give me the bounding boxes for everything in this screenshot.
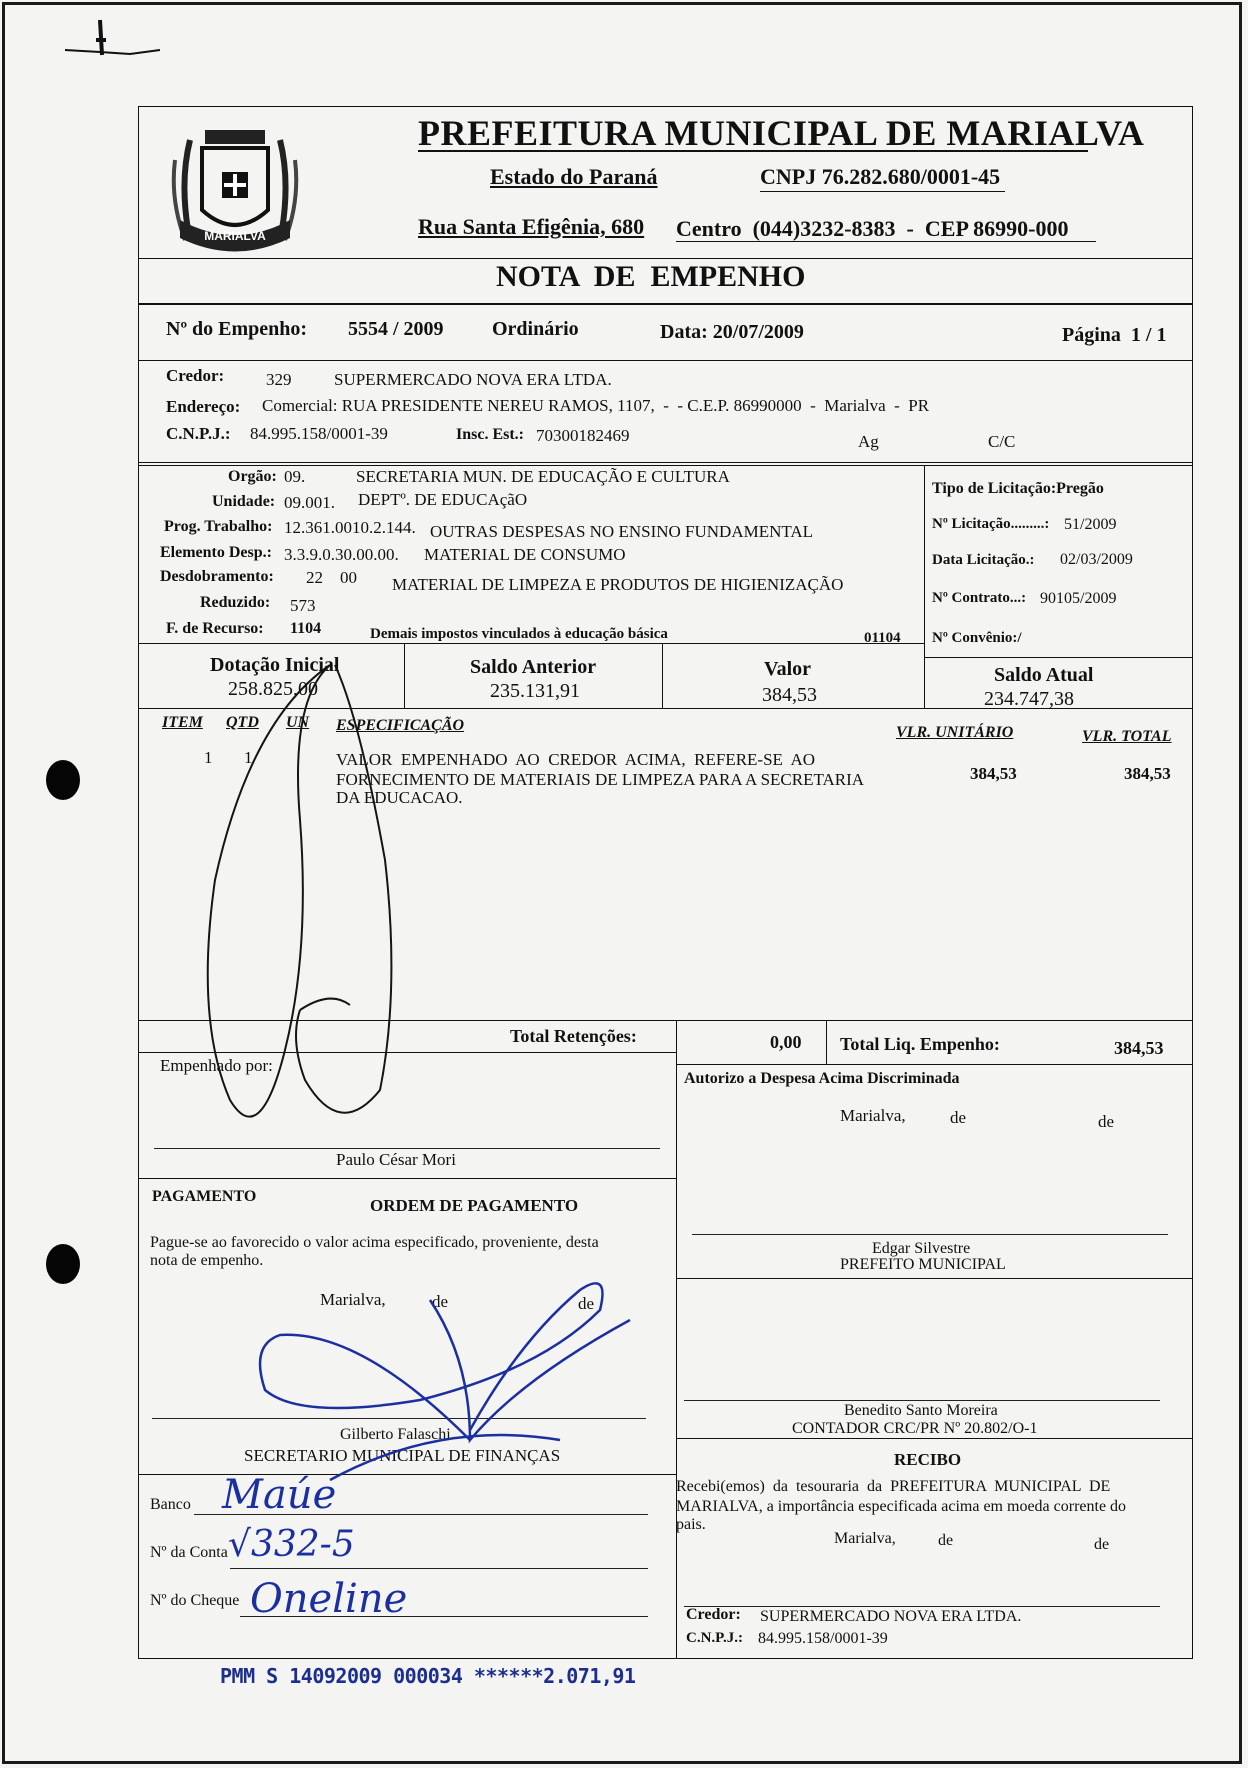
recibo-de-1: de xyxy=(938,1532,954,1549)
pagamento-city: Marialva, xyxy=(320,1290,386,1309)
contador-role: CONTADOR CRC/PR Nº 20.802/O-1 xyxy=(792,1420,1038,1437)
secretario-signature xyxy=(260,1283,630,1480)
prefeito-role: PREFEITO MUNICIPAL xyxy=(840,1256,1006,1273)
empenho-type: Ordinário xyxy=(492,318,579,340)
contador-name: Benedito Santo Moreira xyxy=(844,1402,998,1419)
credor-address: Comercial: RUA PRESIDENTE NEREU RAMOS, 1107, - - C.E.P. 86990000 - Marialva - PR xyxy=(262,396,930,415)
items-col-spec: ESPECIFICAÇÃO xyxy=(336,717,465,734)
empenhado-label: Empenhado por: xyxy=(160,1056,273,1075)
items-col-un: UN xyxy=(286,714,310,731)
header-street: Rua Santa Efigênia, 680 xyxy=(418,214,645,239)
cheque-label: Nº do Cheque xyxy=(150,1592,240,1609)
footer-print-stamp: PMM S 14092009 000034 ******2.071,91 xyxy=(220,1664,636,1688)
unidade-label: Unidade: xyxy=(212,493,276,510)
pagamento-label: PAGAMENTO xyxy=(152,1188,257,1205)
items-col-item: ITEM xyxy=(162,714,203,731)
autorizo-city: Marialva, xyxy=(840,1106,906,1125)
orgao-name: SECRETARIA MUN. DE EDUCAÇÃO E CULTURA xyxy=(356,467,730,486)
saldo-anterior-value: 235.131,91 xyxy=(490,680,580,702)
crest-banner-text: MARIALVA xyxy=(204,229,266,243)
item-number: 1 xyxy=(204,748,213,767)
item-spec-line1: VALOR EMPENHADO AO CREDOR ACIMA, REFERE-SE AO xyxy=(336,750,816,769)
item-spec-line2: FORNECIMENTO DE MATERIAIS DE LIMPEZA PARA A SECRETARIA xyxy=(336,770,865,789)
pagamento-text-line2: nota de empenho. xyxy=(150,1252,264,1269)
credor-cnpj-label: C.N.P.J.: xyxy=(166,424,231,443)
recurso-code: 1104 xyxy=(290,620,322,637)
orgao-code: 09. xyxy=(284,467,306,486)
contrato-label: Nº Contrato...: xyxy=(932,590,1027,606)
tipo-licitacao: Tipo de Licitação:Pregão xyxy=(932,480,1104,497)
municipality-title: PREFEITURA MUNICIPAL DE MARIALVA xyxy=(418,113,1145,153)
orgao-label: Orgão: xyxy=(228,468,277,485)
item-qty: 1 xyxy=(244,748,253,767)
prog-label: Prog. Trabalho: xyxy=(164,518,273,535)
empenho-number: 5554 / 2009 xyxy=(348,318,444,340)
pagamento-de-1: de xyxy=(432,1292,449,1311)
banco-handwritten: Maúe xyxy=(222,1472,337,1518)
reduzido-value: 573 xyxy=(290,596,316,615)
prog-name: OUTRAS DESPESAS NO ENSINO FUNDAMENTAL xyxy=(430,522,814,541)
convenio: Nº Convênio:/ xyxy=(932,630,1022,646)
state-name: Estado do Paraná xyxy=(490,164,658,189)
address-label: Endereço: xyxy=(166,397,241,416)
items-col-vlr-unit: VLR. UNITÁRIO xyxy=(896,724,1014,741)
cc-label: C/C xyxy=(988,432,1016,451)
elemento-label: Elemento Desp.: xyxy=(160,544,272,561)
saldo-atual-label: Saldo Atual xyxy=(994,664,1094,686)
desdobramento-sub: 00 xyxy=(340,568,357,587)
recibo-city: Marialva, xyxy=(834,1530,896,1547)
prog-code: 12.361.0010.2.144. xyxy=(284,518,416,537)
desdobramento-name: MATERIAL DE LIMPEZA E PRODUTOS DE HIGIENIZAÇÃO xyxy=(392,575,844,594)
licitacao-number: 51/2009 xyxy=(1064,516,1117,533)
empenhado-name: Paulo César Mori xyxy=(336,1150,456,1169)
item-unit-value: 384,53 xyxy=(970,764,1017,783)
recibo-text-line3: pais. xyxy=(676,1516,706,1533)
desdobramento-code: 22 xyxy=(306,568,323,587)
autorizo-de-2: de xyxy=(1098,1112,1115,1131)
prefeito-name: Edgar Silvestre xyxy=(872,1240,971,1257)
dotacao-value: 258.825,00 xyxy=(228,678,318,700)
credor-name: SUPERMERCADO NOVA ERA LTDA. xyxy=(334,370,612,389)
credor-code: 329 xyxy=(266,370,292,389)
valor-value: 384,53 xyxy=(762,684,817,706)
autorizo-de-1: de xyxy=(950,1108,967,1127)
licitacao-number-label: Nº Licitação.........: xyxy=(932,516,1050,532)
banco-label: Banco xyxy=(150,1496,191,1513)
unidade-code: 09.001. xyxy=(284,493,335,512)
autorizo-label: Autorizo a Despesa Acima Discriminada xyxy=(684,1070,960,1087)
recibo-text-line1: Recebi(emos) da tesouraria da PREFEITURA MUNICIPAL DE xyxy=(676,1478,1111,1495)
header-cnpj: CNPJ 76.282.680/0001-45 xyxy=(760,164,1001,189)
desdobramento-label: Desdobramento: xyxy=(160,568,274,585)
pagamento-text-line1: Pague-se ao favorecido o valor acima especificado, proveniente, desta xyxy=(150,1234,599,1251)
items-col-vlr-total: VLR. TOTAL xyxy=(1082,728,1172,745)
recurso-code-right: 01104 xyxy=(864,630,901,646)
elemento-code: 3.3.9.0.30.00.00. xyxy=(284,545,399,564)
unidade-name: DEPTº. DE EDUCAçãO xyxy=(358,490,528,509)
recibo-cnpj-label: C.N.P.J.: xyxy=(686,1630,743,1646)
secretario-name: Gilberto Falaschi xyxy=(340,1426,451,1443)
conta-handwritten: √332-5 xyxy=(228,1524,355,1565)
page-number: Página 1 / 1 xyxy=(1062,324,1167,346)
ag-label: Ag xyxy=(858,432,879,451)
recurso-label: F. de Recurso: xyxy=(166,620,264,637)
retencoes-label: Total Retenções: xyxy=(510,1026,637,1046)
pagamento-de-2: de xyxy=(578,1294,595,1313)
contrato-number: 90105/2009 xyxy=(1040,590,1117,607)
recibo-credor-label: Credor: xyxy=(686,1606,741,1623)
reduzido-label: Reduzido: xyxy=(200,594,271,611)
recibo-de-2: de xyxy=(1094,1536,1110,1553)
valor-label: Valor xyxy=(764,658,812,680)
document-title: NOTA DE EMPENHO xyxy=(496,260,806,293)
items-col-qtd: QTD xyxy=(226,714,259,731)
recibo-title: RECIBO xyxy=(894,1450,962,1469)
header-contact: Centro (044)3232-8383 - CEP 86990-000 xyxy=(676,216,1069,241)
item-spec-line3: DA EDUCACAO. xyxy=(336,788,463,807)
licitacao-date-label: Data Licitação.: xyxy=(932,552,1035,568)
licitacao-date: 02/03/2009 xyxy=(1060,551,1133,568)
empenho-number-label: Nº do Empenho: xyxy=(166,318,308,340)
cheque-handwritten: Oneline xyxy=(250,1576,408,1622)
insc-value: 70300182469 xyxy=(536,426,630,445)
recibo-text-line2: MARIALVA, a importância especificada acima em moeda corrente do xyxy=(676,1498,1127,1515)
recibo-cnpj: 84.995.158/0001-39 xyxy=(758,1630,888,1647)
ordem-pagamento-label: ORDEM DE PAGAMENTO xyxy=(370,1196,579,1215)
recibo-credor-name: SUPERMERCADO NOVA ERA LTDA. xyxy=(760,1608,1022,1625)
liq-empenho-label: Total Liq. Empenho: xyxy=(840,1034,1000,1054)
conta-label: Nº da Conta xyxy=(150,1544,228,1561)
item-total-value: 384,53 xyxy=(1124,764,1171,783)
credor-cnpj: 84.995.158/0001-39 xyxy=(250,424,388,443)
credor-label: Credor: xyxy=(166,366,225,385)
elemento-name: MATERIAL DE CONSUMO xyxy=(424,545,626,564)
saldo-anterior-label: Saldo Anterior xyxy=(470,656,597,678)
retencoes-value: 0,00 xyxy=(770,1032,802,1052)
liq-empenho-value: 384,53 xyxy=(1114,1038,1164,1058)
recurso-name: Demais impostos vinculados à educação básica xyxy=(370,626,668,642)
saldo-atual-value: 234.747,38 xyxy=(984,688,1074,710)
dotacao-label: Dotação Inicial xyxy=(210,654,340,676)
empenho-rubric-signature xyxy=(208,665,392,1117)
secretario-role: SECRETARIO MUNICIPAL DE FINANÇAS xyxy=(244,1446,561,1465)
empenho-date: Data: 20/07/2009 xyxy=(660,321,804,343)
insc-label: Insc. Est.: xyxy=(456,426,525,443)
